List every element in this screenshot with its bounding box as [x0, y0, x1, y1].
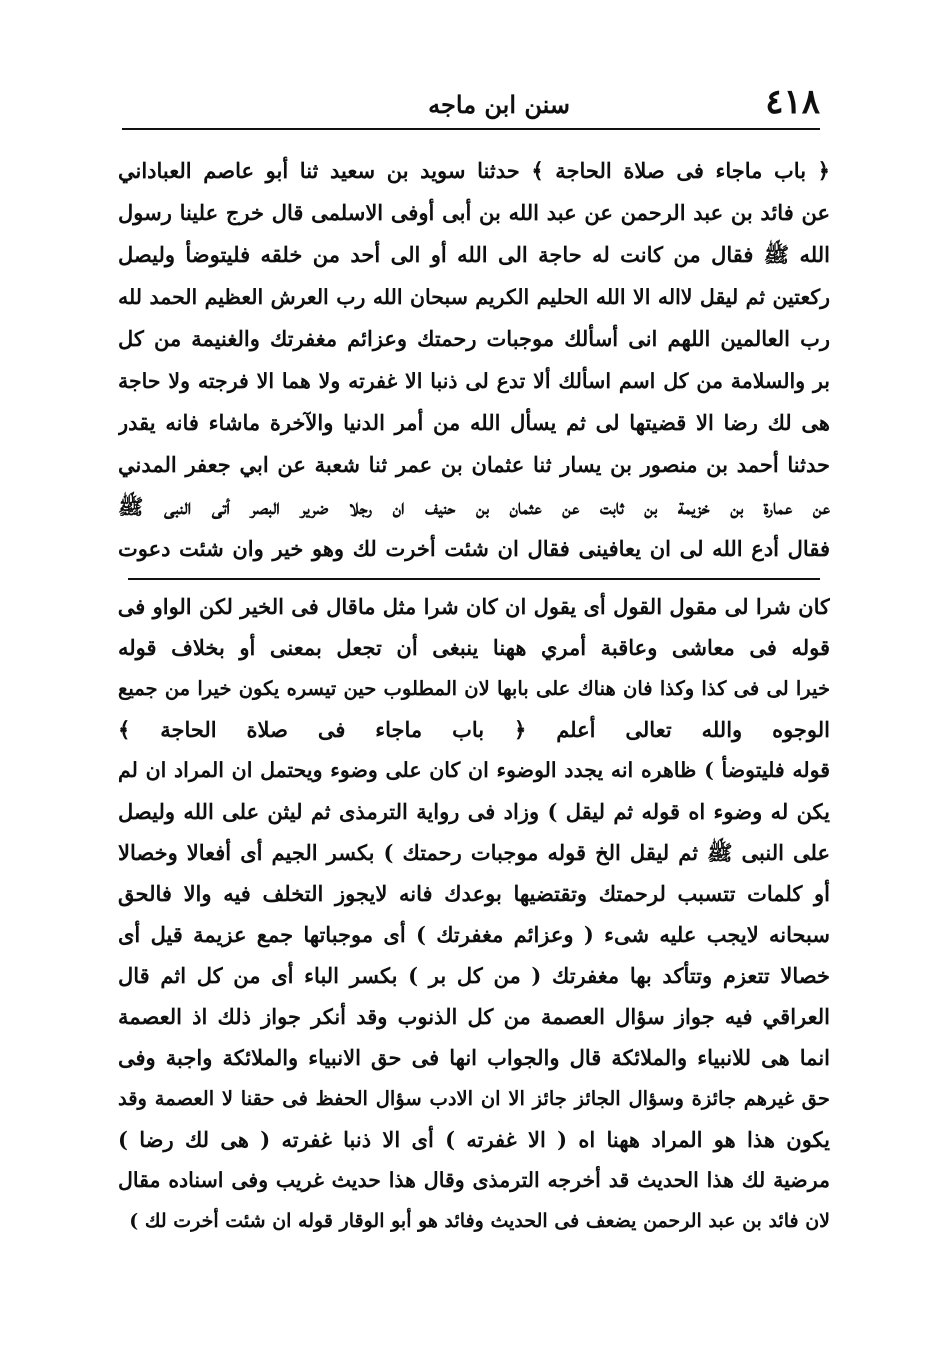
commentary-line: أو كلمات تتسبب لرحمتك وتقتضيها بوعدك فانه لايجوز التخلف فيه والا فالحق	[118, 881, 830, 906]
hadith-line: عن فائد بن عبد الرحمن عن عبد الله بن أبى أوفى الاسلمى قال خرج علينا رسول	[118, 200, 830, 225]
commentary-line: على النبى ﷺ ثم ليقل الخ قوله موجبات رحمتك ) بكسر الجيم أى أفعالا وخصالا	[118, 840, 830, 865]
commentary-line: حق غيرهم جائزة وسؤال الجائز جائز الا ان الادب سؤال الحفظ فى حقنا لا العصمة وقد	[118, 1087, 830, 1110]
commentary-line: سبحانه لايجب عليه شىء ( وعزائم مغفرتك ) أى موجباتها جمع عزيمة قيل أى	[118, 922, 830, 947]
commentary-line: يكن له وضوء اه قوله ثم ليقل ) وزاد فى رواية الترمذى ثم ليثن على الله وليصل	[118, 799, 830, 824]
hadith-line: عن عمارة بن خزيمة بن ثابت عن عثمان بن حنيف ان رجلا ضرير البصر أتى النبى ﷺ	[118, 494, 830, 519]
commentary-line: لان فائد بن عبد الرحمن يضعف فى الحديث وفائد هو أبو الوقار قوله ان شئت أخرت لك )	[129, 1210, 830, 1232]
commentary-line: انما هى للانبياء والملائكة قال والجواب انها فى حق الانبياء والملائكة واجبة وفى	[118, 1045, 830, 1070]
commentary-text	[118, 586, 830, 1242]
commentary-divider	[128, 578, 820, 580]
commentary-line: خصالا تتعزم وتتأكد بها مغفرتك ( من كل بر ) بكسر الباء أى من كل اثم قال	[118, 963, 830, 988]
hadith-line: فقال أدع الله لى ان يعافينى فقال ان شئت أخرت لك وهو خير وان شئت دعوت	[118, 536, 830, 561]
commentary-line: مرضية لك هذا الحديث قد أخرجه الترمذى وقال هذا حديث غريب وفى اسناده مقال	[118, 1168, 830, 1192]
hadith-line: ركعتين ثم ليقل لااله الا الله الحليم الكريم سبحان الله رب العرش العظيم الحمد لله	[118, 285, 830, 309]
commentary-line: العراقي فيه جواز سؤال العصمة من كل الذنوب وقد أنكر جواز ذلك اذ العصمة	[118, 1004, 830, 1029]
commentary-line: الوجوه والله تعالى أعلم ﴿ باب ماجاء فى صلاة الحاجة ﴾	[118, 717, 830, 742]
hadith-text	[118, 150, 830, 570]
commentary-line: خيرا لى فى كذا وكذا فان هناك على بابها لان المطلوب حين تيسره يكون خيرا من جميع	[118, 677, 830, 700]
commentary-line: قوله فى معاشى وعاقبة أمري ههنا ينبغى أن تجعل بمعنى أو بخلاف قوله	[118, 635, 830, 660]
header-divider	[122, 128, 820, 130]
hadith-line: هى لك رضا الا قضيتها لى ثم يسأل الله من أمر الدنيا والآخرة ماشاء فانه يقدر	[118, 410, 830, 435]
page-number: ٤١٨	[765, 82, 820, 122]
page-header	[120, 82, 820, 128]
hadith-line: حدثنا أحمد بن منصور بن يسار ثنا عثمان بن عمر ثنا شعبة عن ابي جعفر المدني	[118, 452, 830, 477]
hadith-line: الله ﷺ فقال من كانت له حاجة الى الله أو الى أحد من خلقه فليتوضأ وليصل	[118, 242, 830, 267]
hadith-line: بر والسلامة من كل اسم اسألك ألا تدع لى ذنبا الا غفرته ولا هما الا فرجته ولا حاجة	[118, 369, 830, 393]
commentary-line: قوله فليتوضأ ) ظاهره انه يجدد الوضوء ان كان على وضوء ويحتمل ان المراد ان لم	[118, 758, 830, 782]
running-title: سنن ابن ماجه	[428, 90, 570, 119]
commentary-line: كان شرا لى مقول القول أى يقول ان كان شرا مثل ماقال فى الخير لكن الواو فى	[118, 594, 830, 619]
hadith-line: ﴿ باب ماجاء فى صلاة الحاجة ﴾ حدثنا سويد بن سعيد ثنا أبو عاصم العباداني	[118, 158, 830, 183]
hadith-line: رب العالمين اللهم انى أسألك موجبات رحمتك وعزائم مغفرتك والغنيمة من كل	[118, 326, 830, 351]
commentary-line: يكون هذا هو المراد ههنا اه ( الا غفرته ) أى الا ذنبا غفرته ( هى لك رضا )	[118, 1127, 830, 1152]
